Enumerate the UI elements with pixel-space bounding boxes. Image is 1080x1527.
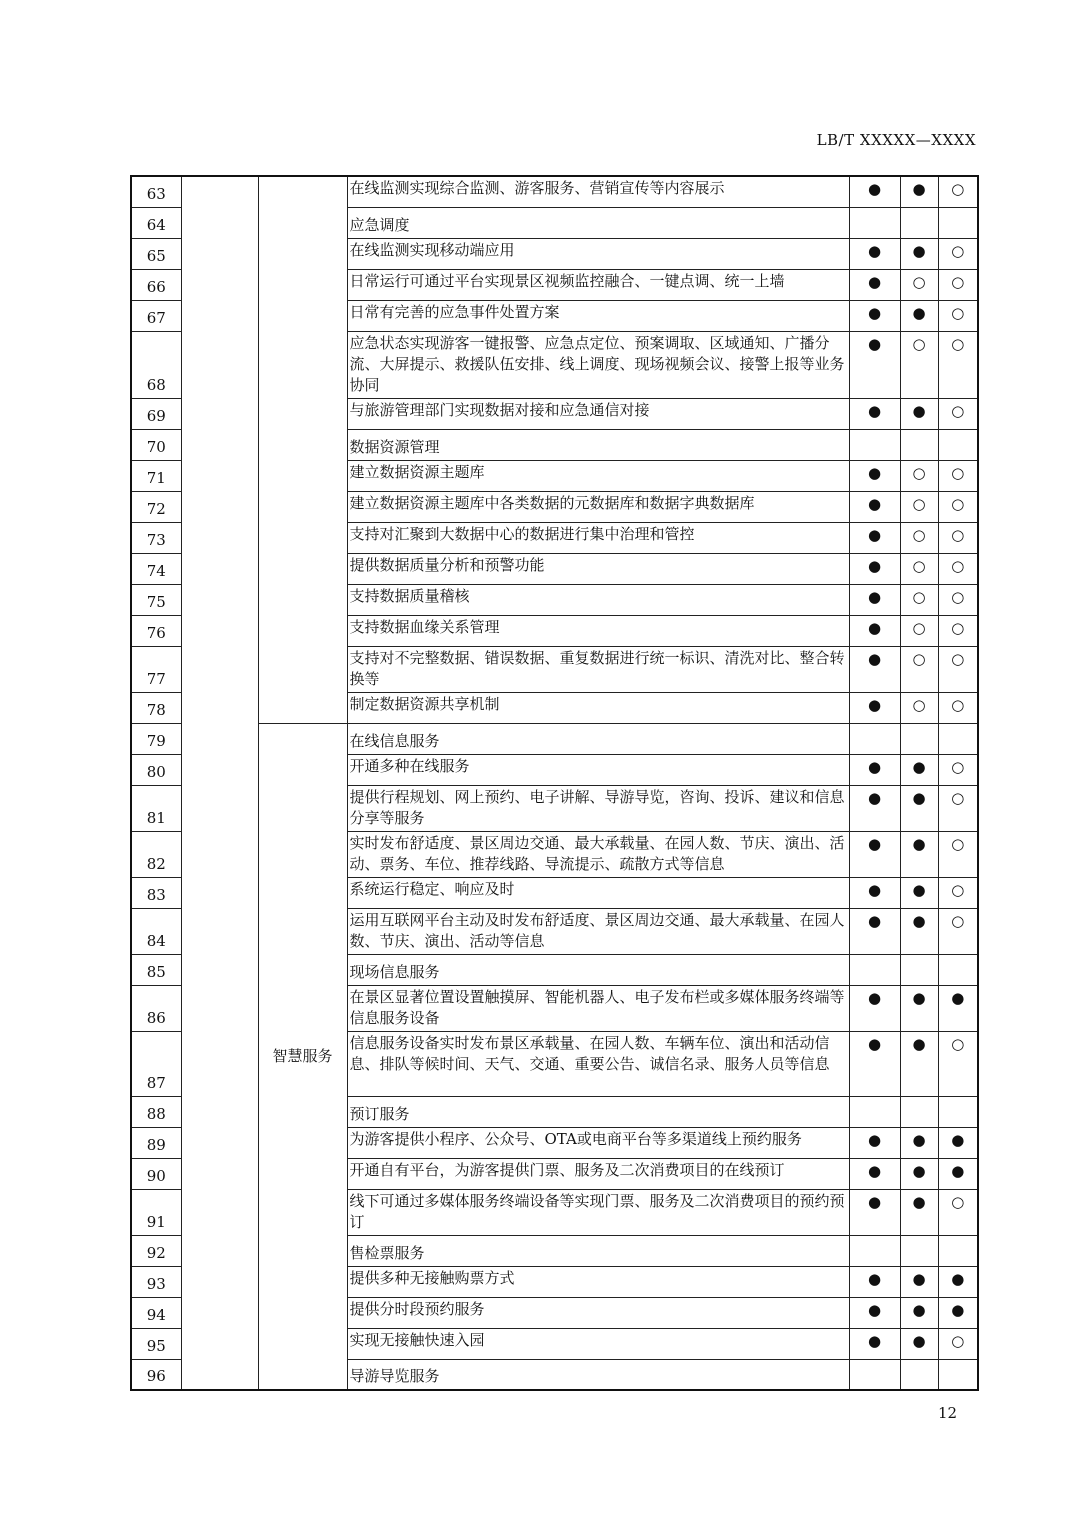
- grade-mark-2: ○: [900, 331, 938, 398]
- grade-mark-1: [849, 1235, 900, 1266]
- requirement-text: 提供分时段预约服务: [347, 1297, 849, 1328]
- table-row: [131, 723, 978, 754]
- grade-mark-3: ○: [938, 491, 978, 522]
- grade-mark-1: [849, 207, 900, 238]
- grade-mark-3: ○: [938, 692, 978, 723]
- grade-mark-1: [849, 429, 900, 460]
- grade-mark-2: ●: [900, 908, 938, 954]
- row-number: 81: [131, 785, 181, 831]
- requirements-table: [130, 175, 979, 1391]
- grade-mark-2: ○: [900, 522, 938, 553]
- grade-mark-3: [938, 1235, 978, 1266]
- requirement-text: 支持对汇聚到大数据中心的数据进行集中治理和管控: [347, 522, 849, 553]
- requirement-text: 建立数据资源主题库: [347, 460, 849, 491]
- grade-mark-3: [938, 1096, 978, 1127]
- grade-mark-2: ●: [900, 176, 938, 207]
- grade-mark-1: ●: [849, 584, 900, 615]
- row-number: 72: [131, 491, 181, 522]
- grade-mark-1: ●: [849, 1158, 900, 1189]
- row-number: 96: [131, 1359, 181, 1390]
- grade-mark-2: [900, 954, 938, 985]
- requirement-text: 制定数据资源共享机制: [347, 692, 849, 723]
- requirement-text: 售检票服务: [347, 1235, 849, 1266]
- row-number: 83: [131, 877, 181, 908]
- row-number: 66: [131, 269, 181, 300]
- row-number: 94: [131, 1297, 181, 1328]
- requirement-text: 开通自有平台，为游客提供门票、服务及二次消费项目的在线预订: [347, 1158, 849, 1189]
- requirement-text: 提供多种无接触购票方式: [347, 1266, 849, 1297]
- grade-mark-3: ○: [938, 238, 978, 269]
- grade-mark-3: ○: [938, 785, 978, 831]
- grade-mark-1: ●: [849, 908, 900, 954]
- grade-mark-3: ○: [938, 877, 978, 908]
- grade-mark-1: ●: [849, 398, 900, 429]
- grade-mark-2: ●: [900, 1328, 938, 1359]
- grade-mark-3: ○: [938, 615, 978, 646]
- requirement-text: 为游客提供小程序、公众号、OTA或电商平台等多渠道线上预约服务: [347, 1127, 849, 1158]
- row-number: 67: [131, 300, 181, 331]
- grade-mark-2: ●: [900, 877, 938, 908]
- grade-mark-2: [900, 1235, 938, 1266]
- row-number: 88: [131, 1096, 181, 1127]
- requirement-text: 运用互联网平台主动及时发布舒适度、景区周边交通、最大承载量、在园人数、节庆、演出、活动等信息: [347, 908, 849, 954]
- row-number: 84: [131, 908, 181, 954]
- row-number: 93: [131, 1266, 181, 1297]
- grade-mark-1: ●: [849, 1127, 900, 1158]
- row-number: 78: [131, 692, 181, 723]
- row-number: 82: [131, 831, 181, 877]
- grade-mark-1: ●: [849, 522, 900, 553]
- grade-mark-2: ●: [900, 398, 938, 429]
- grade-mark-3: ●: [938, 1127, 978, 1158]
- grade-mark-2: ●: [900, 1189, 938, 1235]
- row-number: 70: [131, 429, 181, 460]
- row-number: 63: [131, 176, 181, 207]
- page-number: 12: [938, 1404, 958, 1422]
- row-number: 86: [131, 985, 181, 1031]
- grade-mark-1: ●: [849, 1297, 900, 1328]
- grade-mark-1: ●: [849, 692, 900, 723]
- grade-mark-1: ●: [849, 877, 900, 908]
- row-number: 64: [131, 207, 181, 238]
- document-code: LB/T XXXXX—XXXX: [816, 131, 976, 149]
- grade-mark-1: ●: [849, 553, 900, 584]
- subcategory-label: 智慧服务: [258, 723, 347, 1390]
- table-row: [131, 176, 978, 207]
- grade-mark-3: ○: [938, 831, 978, 877]
- row-number: 92: [131, 1235, 181, 1266]
- grade-mark-3: [938, 954, 978, 985]
- grade-mark-1: ●: [849, 331, 900, 398]
- grade-mark-2: ●: [900, 238, 938, 269]
- grade-mark-1: ●: [849, 238, 900, 269]
- grade-mark-1: [849, 723, 900, 754]
- grade-mark-3: ●: [938, 1297, 978, 1328]
- requirement-text: 实时发布舒适度、景区周边交通、最大承载量、在园人数、节庆、演出、活动、票务、车位、推荐线路、导流提示、疏散方式等信息: [347, 831, 849, 877]
- grade-mark-3: ○: [938, 269, 978, 300]
- grade-mark-2: ●: [900, 1158, 938, 1189]
- grade-mark-3: ○: [938, 522, 978, 553]
- grade-mark-3: ○: [938, 1189, 978, 1235]
- grade-mark-3: ○: [938, 1031, 978, 1096]
- requirement-text: 信息服务设备实时发布景区承载量、在园人数、车辆车位、演出和活动信息、排队等候时间、天气、交通、重要公告、诚信名录、服务人员等信息: [347, 1031, 849, 1096]
- grade-mark-1: ●: [849, 985, 900, 1031]
- row-number: 77: [131, 646, 181, 692]
- requirement-text: 建立数据资源主题库中各类数据的元数据库和数据字典数据库: [347, 491, 849, 522]
- grade-mark-2: ●: [900, 1266, 938, 1297]
- grade-mark-3: ○: [938, 584, 978, 615]
- grade-mark-3: ○: [938, 331, 978, 398]
- row-number: 91: [131, 1189, 181, 1235]
- grade-mark-1: ●: [849, 1266, 900, 1297]
- requirement-text: 系统运行稳定、响应及时: [347, 877, 849, 908]
- requirement-text: 数据资源管理: [347, 429, 849, 460]
- row-number: 73: [131, 522, 181, 553]
- requirement-text: 支持对不完整数据、错误数据、重复数据进行统一标识、清洗对比、整合转换等: [347, 646, 849, 692]
- grade-mark-3: [938, 1359, 978, 1390]
- grade-mark-1: ●: [849, 1189, 900, 1235]
- grade-mark-3: [938, 207, 978, 238]
- row-number: 71: [131, 460, 181, 491]
- requirement-text: 支持数据质量稽核: [347, 584, 849, 615]
- requirement-text: 实现无接触快速入园: [347, 1328, 849, 1359]
- subcategory-cell: [258, 176, 347, 723]
- grade-mark-3: ○: [938, 176, 978, 207]
- grade-mark-2: ○: [900, 553, 938, 584]
- requirement-text: 提供数据质量分析和预警功能: [347, 553, 849, 584]
- grade-mark-2: ●: [900, 300, 938, 331]
- row-number: 95: [131, 1328, 181, 1359]
- grade-mark-2: [900, 723, 938, 754]
- grade-mark-3: ●: [938, 1158, 978, 1189]
- grade-mark-2: [900, 207, 938, 238]
- grade-mark-1: ●: [849, 176, 900, 207]
- grade-mark-1: ●: [849, 754, 900, 785]
- grade-mark-3: ○: [938, 1328, 978, 1359]
- row-number: 75: [131, 584, 181, 615]
- row-number: 65: [131, 238, 181, 269]
- grade-mark-2: [900, 1359, 938, 1390]
- grade-mark-1: ●: [849, 1328, 900, 1359]
- grade-mark-2: [900, 1096, 938, 1127]
- grade-mark-3: ●: [938, 1266, 978, 1297]
- row-number: 79: [131, 723, 181, 754]
- row-number: 87: [131, 1031, 181, 1096]
- grade-mark-2: ●: [900, 985, 938, 1031]
- row-number: 85: [131, 954, 181, 985]
- grade-mark-1: ●: [849, 300, 900, 331]
- grade-mark-3: [938, 723, 978, 754]
- requirement-text: 预订服务: [347, 1096, 849, 1127]
- grade-mark-1: [849, 1096, 900, 1127]
- requirement-text: 在线监测实现移动端应用: [347, 238, 849, 269]
- grade-mark-3: ○: [938, 398, 978, 429]
- requirement-text: 在线信息服务: [347, 723, 849, 754]
- grade-mark-1: ●: [849, 491, 900, 522]
- grade-mark-1: ●: [849, 831, 900, 877]
- requirement-text: 日常有完善的应急事件处置方案: [347, 300, 849, 331]
- row-number: 89: [131, 1127, 181, 1158]
- requirement-text: 应急调度: [347, 207, 849, 238]
- row-number: 80: [131, 754, 181, 785]
- grade-mark-3: ○: [938, 754, 978, 785]
- row-number: 74: [131, 553, 181, 584]
- requirement-text: 与旅游管理部门实现数据对接和应急通信对接: [347, 398, 849, 429]
- grade-mark-2: ●: [900, 1031, 938, 1096]
- grade-mark-2: ○: [900, 269, 938, 300]
- grade-mark-2: ●: [900, 831, 938, 877]
- row-number: 76: [131, 615, 181, 646]
- row-number: 90: [131, 1158, 181, 1189]
- grade-mark-1: ●: [849, 785, 900, 831]
- row-number: 68: [131, 331, 181, 398]
- requirement-text: 在景区显著位置设置触摸屏、智能机器人、电子发布栏或多媒体服务终端等信息服务设备: [347, 985, 849, 1031]
- requirement-text: 提供行程规划、网上预约、电子讲解、导游导览，咨询、投诉、建议和信息分享等服务: [347, 785, 849, 831]
- grade-mark-3: ○: [938, 460, 978, 491]
- grade-mark-2: ○: [900, 615, 938, 646]
- grade-mark-2: ○: [900, 646, 938, 692]
- grade-mark-1: ●: [849, 646, 900, 692]
- grade-mark-2: ○: [900, 584, 938, 615]
- grade-mark-2: ●: [900, 1297, 938, 1328]
- requirement-text: 线下可通过多媒体服务终端设备等实现门票、服务及二次消费项目的预约预订: [347, 1189, 849, 1235]
- grade-mark-1: [849, 1359, 900, 1390]
- grade-mark-2: ○: [900, 692, 938, 723]
- requirement-text: 应急状态实现游客一键报警、应急点定位、预案调取、区域通知、广播分流、大屏提示、救援队伍安排、线上调度、现场视频会议、接警上报等业务协同: [347, 331, 849, 398]
- requirement-text: 导游导览服务: [347, 1359, 849, 1390]
- grade-mark-2: [900, 429, 938, 460]
- grade-mark-3: ○: [938, 646, 978, 692]
- requirement-text: 在线监测实现综合监测、游客服务、营销宣传等内容展示: [347, 176, 849, 207]
- requirement-text: 现场信息服务: [347, 954, 849, 985]
- category-cell: [181, 176, 258, 1390]
- grade-mark-3: ○: [938, 553, 978, 584]
- requirement-text: 开通多种在线服务: [347, 754, 849, 785]
- grade-mark-2: ○: [900, 491, 938, 522]
- grade-mark-1: ●: [849, 460, 900, 491]
- grade-mark-2: ●: [900, 1127, 938, 1158]
- grade-mark-3: [938, 429, 978, 460]
- grade-mark-3: ○: [938, 908, 978, 954]
- grade-mark-2: ○: [900, 460, 938, 491]
- grade-mark-1: ●: [849, 615, 900, 646]
- row-number: 69: [131, 398, 181, 429]
- grade-mark-2: ●: [900, 785, 938, 831]
- grade-mark-1: ●: [849, 269, 900, 300]
- grade-mark-2: ●: [900, 754, 938, 785]
- grade-mark-1: ●: [849, 1031, 900, 1096]
- requirement-text: 日常运行可通过平台实现景区视频监控融合、一键点调、统一上墙: [347, 269, 849, 300]
- grade-mark-3: ●: [938, 985, 978, 1031]
- requirement-text: 支持数据血缘关系管理: [347, 615, 849, 646]
- grade-mark-3: ○: [938, 300, 978, 331]
- grade-mark-1: [849, 954, 900, 985]
